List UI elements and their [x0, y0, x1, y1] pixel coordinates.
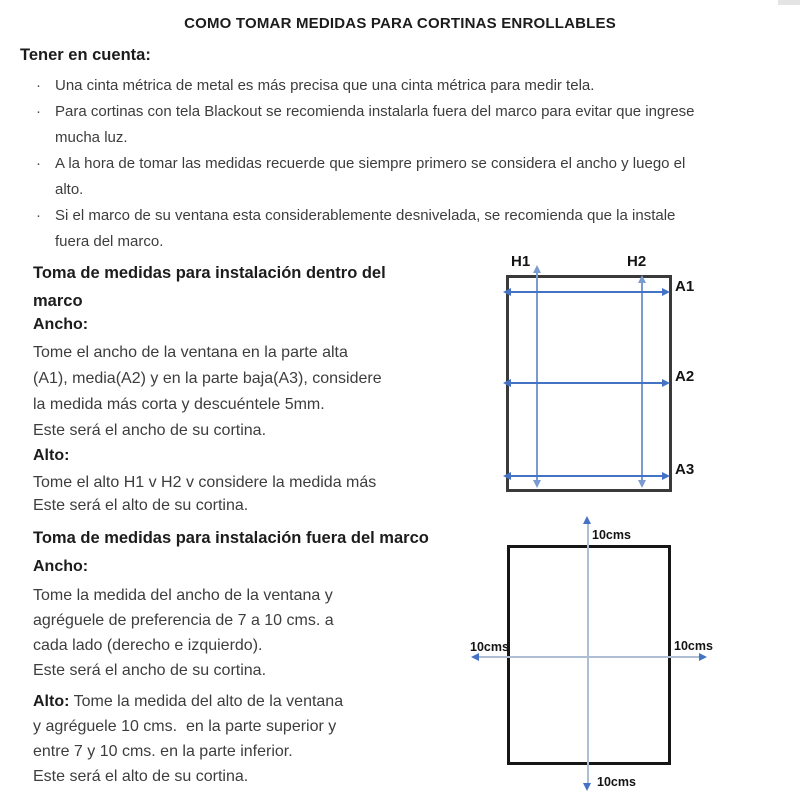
text-line: Este será el alto de su cortina. — [33, 497, 249, 514]
h2-arrowhead-up — [638, 275, 646, 283]
bullet-line: A la hora de tomar las medidas recuerde que siempre primero se considera el ancho y luego el — [55, 155, 686, 172]
h2-arrowhead-down — [638, 480, 646, 488]
a3-measure-label: A3 — [675, 461, 695, 478]
top-margin-label: 10cms — [592, 528, 631, 542]
bullet-marker: · — [36, 155, 41, 172]
subheading-ancho-inside: Ancho: — [33, 316, 89, 333]
text-line: Tome la medida del ancho de la ventana y — [33, 587, 333, 604]
bullet-list — [36, 73, 792, 255]
bullet-item — [36, 99, 792, 151]
a2-measure-label: A2 — [675, 368, 695, 385]
heading-line: Toma de medidas para instalación dentro del — [33, 264, 386, 282]
scan-artifact — [778, 0, 800, 5]
subheading-alto-outside: Alto: — [33, 693, 70, 710]
section-heading-inside — [33, 259, 463, 315]
a2-arrowhead-right — [662, 379, 670, 387]
paragraph-ancho-outside — [33, 583, 463, 683]
bullet-line: fuera del marco. — [55, 233, 164, 250]
bottom-margin-label: 10cms — [597, 775, 636, 789]
window-frame-diagram-outside — [507, 545, 671, 765]
text-line: Este será el alto de su cortina. — [33, 768, 249, 785]
text-line: Tome el ancho de la ventana en la parte alta — [33, 344, 348, 361]
vertical-margin-line — [587, 523, 589, 784]
text-line: (A1), media(A2) y en la parte baja(A3), considere — [33, 370, 382, 387]
subheading-alto-inside: Alto: — [33, 447, 70, 464]
a2-arrowhead-left — [503, 379, 511, 387]
top-margin-arrowhead — [583, 516, 591, 524]
bullet-line: Una cinta métrica de metal es más precisa que una cinta métrica para medir tela. — [55, 77, 595, 94]
left-margin-label: 10cms — [470, 640, 509, 654]
paragraph-alto-inside — [33, 471, 463, 517]
bullet-text — [55, 203, 792, 255]
a3-width-arrow-line — [510, 475, 664, 477]
a2-width-arrow-line — [510, 382, 664, 384]
h1-arrowhead-down — [533, 480, 541, 488]
h1-measure-label: H1 — [511, 253, 531, 270]
text-fragment: Tome la medida del alto de la ventana — [69, 693, 344, 710]
bullet-line: Si el marco de su ventana esta considerablemente desnivelada, se recomienda que la instale — [55, 207, 676, 224]
a3-arrowhead-right — [662, 472, 670, 480]
h1-arrowhead-up — [533, 265, 541, 273]
bullet-text — [55, 99, 792, 151]
heading-line: marco — [33, 292, 83, 310]
bullet-item — [36, 73, 792, 99]
document-title: COMO TOMAR MEDIDAS PARA CORTINAS ENROLLABLES — [184, 15, 616, 32]
subheading-ancho-outside: Ancho: — [33, 558, 89, 575]
bullet-line: mucha luz. — [55, 129, 128, 146]
bullet-marker: · — [36, 207, 41, 224]
bottom-margin-arrowhead — [583, 783, 591, 791]
text-line: agréguele de preferencia de 7 a 10 cms. a — [33, 612, 334, 629]
text-line: la medida más corta y descuéntele 5mm. — [33, 396, 325, 413]
text-line: Este será el ancho de su cortina. — [33, 422, 267, 439]
a1-arrowhead-left — [503, 288, 511, 296]
bullet-line: Para cortinas con tela Blackout se recomienda instalarla fuera del marco para evitar que ingrese — [55, 103, 695, 120]
a1-arrowhead-right — [662, 288, 670, 296]
bullet-item — [36, 203, 792, 255]
paragraph-alto-outside — [33, 689, 463, 789]
text-line: cada lado (derecho e izquierdo). — [33, 637, 263, 654]
a1-width-arrow-line — [510, 291, 664, 293]
paragraph-ancho-inside — [33, 340, 463, 444]
right-margin-label: 10cms — [674, 639, 713, 653]
bullet-text — [55, 151, 792, 203]
a3-arrowhead-left — [503, 472, 511, 480]
bullet-text — [55, 73, 792, 99]
bullet-marker: · — [36, 103, 41, 120]
note-heading: Tener en cuenta: — [20, 46, 151, 64]
a1-measure-label: A1 — [675, 278, 695, 295]
h1-height-arrow-line — [536, 271, 538, 486]
text-line: Tome el alto H1 v H2 v considere la medida más — [33, 474, 377, 491]
bullet-item — [36, 151, 792, 203]
text-line: Este será el ancho de su cortina. — [33, 662, 267, 679]
text-line — [33, 689, 463, 714]
bullet-line: alto. — [55, 181, 84, 198]
text-line: entre 7 y 10 cms. en la parte inferior. — [33, 743, 293, 760]
h2-measure-label: H2 — [627, 253, 647, 270]
left-margin-arrowhead — [471, 653, 479, 661]
text-line: y agréguele 10 cms. en la parte superior y — [33, 718, 337, 735]
right-margin-arrowhead — [699, 653, 707, 661]
section-heading-outside: Toma de medidas para instalación fuera del marco — [33, 529, 429, 547]
horizontal-margin-line — [478, 656, 700, 658]
bullet-marker: · — [36, 77, 41, 94]
